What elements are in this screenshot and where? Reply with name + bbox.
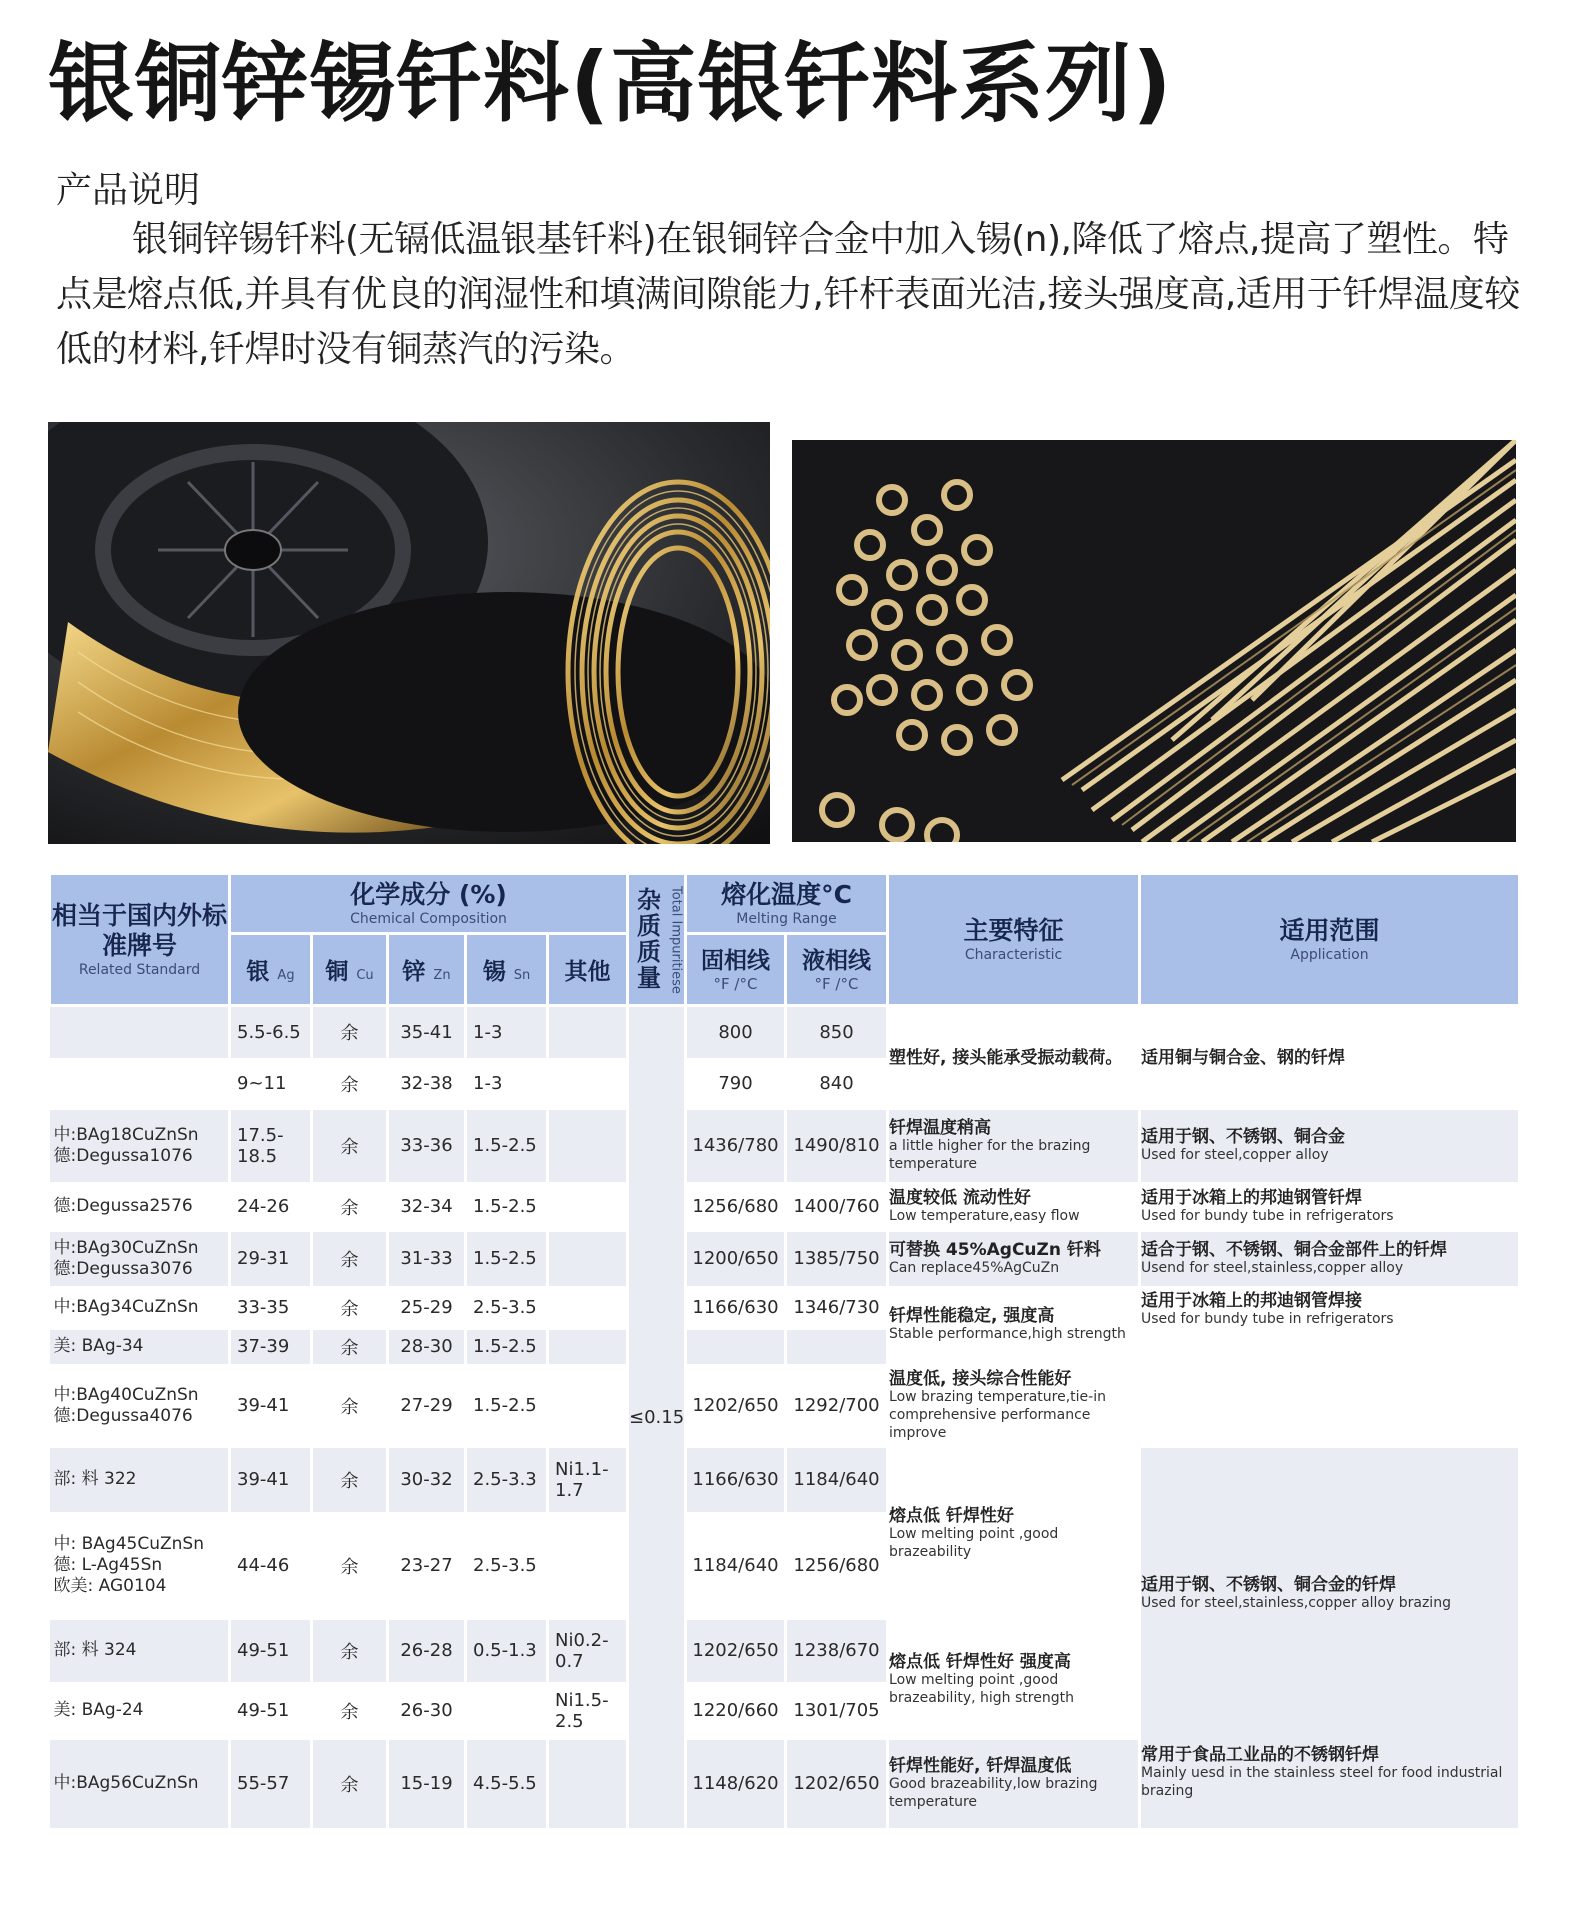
- header-melting: 熔化温度°C Melting Range: [686, 874, 888, 934]
- row-other: [548, 1740, 628, 1828]
- row-solidus: 1166/630: [686, 1448, 786, 1512]
- row-liquidus: 840: [786, 1058, 888, 1110]
- row-solidus: 1220/660: [686, 1682, 786, 1740]
- row-zn: 32-34: [388, 1182, 466, 1232]
- row-solidus: 800: [686, 1006, 786, 1058]
- header-other: 其他: [548, 934, 628, 1006]
- page-title: 银铜锌锡钎料(高银钎料系列): [48, 34, 1173, 134]
- row-standard: 中:BAg40CuZnSn 德:Degussa4076: [50, 1364, 230, 1448]
- row-ag: 49-51: [230, 1682, 312, 1740]
- row-other: Ni1.1-1.7: [548, 1448, 628, 1512]
- row-other: [548, 1364, 628, 1448]
- row-cu: 余: [312, 1740, 388, 1828]
- row-standard: 中:BAg18CuZnSn 德:Degussa1076: [50, 1110, 230, 1182]
- row-standard: [50, 1006, 230, 1058]
- application-cell: 适用于冰箱上的邦迪钢管焊接 Used for bundy tube in refrigerators: [1140, 1286, 1520, 1364]
- row-sn: 2.5-3.5: [466, 1512, 548, 1620]
- section-heading: 产品说明: [56, 170, 201, 211]
- table-row: [50, 1110, 1520, 1182]
- row-other: [548, 1330, 628, 1364]
- row-solidus: 1148/620: [686, 1740, 786, 1828]
- row-liquidus: 850: [786, 1006, 888, 1058]
- feature-cell: 熔点低 钎焊性好 强度高 Low melting point ,good brazeability, high strength: [888, 1620, 1140, 1740]
- row-zn: 26-28: [388, 1620, 466, 1682]
- row-liquidus: [786, 1330, 888, 1364]
- row-solidus: 790: [686, 1058, 786, 1110]
- specification-table: [48, 872, 1521, 1828]
- product-description: 银铜锌锡钎料(无镉低温银基钎料)在银铜锌合金中加入锡(n),降低了熔点,提高了塑性。特点是熔点低,并具有优良的润湿性和填满间隙能力,钎杆表面光洁,接头强度高,适用于钎焊温度较低的材料,钎焊时没有铜蒸汽的污染。: [56, 219, 1520, 370]
- table-row: [50, 1448, 1520, 1512]
- row-liquidus: 1346/730: [786, 1286, 888, 1330]
- application-cell: 常用于食品工业品的不锈钢钎焊 Mainly uesd in the stainless steel for food industrial brazing: [1140, 1740, 1520, 1828]
- table-row: [50, 1740, 1520, 1828]
- row-zn: 30-32: [388, 1448, 466, 1512]
- application-cell: 适用于钢、不锈钢、铜合金的钎焊 Used for steel,stainless,copper alloy brazing: [1140, 1448, 1520, 1740]
- row-zn: 33-36: [388, 1110, 466, 1182]
- header-cu: 铜 Cu: [312, 934, 388, 1006]
- row-sn: 1.5-2.5: [466, 1330, 548, 1364]
- row-sn: 1-3: [466, 1006, 548, 1058]
- row-zn: 25-29: [388, 1286, 466, 1330]
- row-solidus: 1202/650: [686, 1620, 786, 1682]
- header-application: 适用范围 Application: [1140, 874, 1520, 1006]
- feature-cell: 温度低, 接头综合性能好 Low brazing temperature,tie-in comprehensive performance improve: [888, 1364, 1140, 1448]
- row-sn: 1.5-2.5: [466, 1110, 548, 1182]
- row-sn: 0.5-1.3: [466, 1620, 548, 1682]
- row-standard: 中:BAg56CuZnSn: [50, 1740, 230, 1828]
- row-solidus: 1200/650: [686, 1232, 786, 1286]
- table-row: [50, 1364, 1520, 1448]
- feature-cell: 钎焊性能好, 钎焊温度低 Good brazeability,low brazing temperature: [888, 1740, 1140, 1828]
- row-other: [548, 1232, 628, 1286]
- row-cu: 余: [312, 1110, 388, 1182]
- row-zn: 26-30: [388, 1682, 466, 1740]
- row-ag: 17.5-18.5: [230, 1110, 312, 1182]
- row-other: [548, 1182, 628, 1232]
- row-zn: 35-41: [388, 1006, 466, 1058]
- feature-cell: 塑性好, 接头能承受振动载荷。: [888, 1006, 1140, 1110]
- feature-cell: 温度较低 流动性好 Low temperature,easy flow: [888, 1182, 1140, 1232]
- row-sn: 2.5-3.5: [466, 1286, 548, 1330]
- header-liquidus: 液相线 °F /°C: [786, 934, 888, 1006]
- wire-spool-photo: [48, 422, 770, 844]
- row-liquidus: 1490/810: [786, 1110, 888, 1182]
- header-impurity: 杂质质量 Total Impuritiese: [628, 874, 686, 1006]
- row-cu: 余: [312, 1058, 388, 1110]
- row-sn: 1-3: [466, 1058, 548, 1110]
- table-row: [50, 1182, 1520, 1232]
- feature-cell: 熔点低 钎焊性好 Low melting point ,good brazeability: [888, 1448, 1140, 1620]
- row-sn: 4.5-5.5: [466, 1740, 548, 1828]
- row-ag: 33-35: [230, 1286, 312, 1330]
- impurity-value: ≤0.15: [628, 1006, 686, 1828]
- row-sn: 2.5-3.3: [466, 1448, 548, 1512]
- row-other: Ni1.5-2.5: [548, 1682, 628, 1740]
- table-row: [50, 1006, 1520, 1058]
- row-cu: 余: [312, 1682, 388, 1740]
- row-other: Ni0.2-0.7: [548, 1620, 628, 1682]
- row-other: [548, 1110, 628, 1182]
- row-liquidus: 1292/700: [786, 1364, 888, 1448]
- row-solidus: 1184/640: [686, 1512, 786, 1620]
- row-liquidus: 1256/680: [786, 1512, 888, 1620]
- row-standard: 中:BAg34CuZnSn: [50, 1286, 230, 1330]
- application-cell: 适合于钢、不锈钢、铜合金部件上的钎焊 Usend for steel,stainless,copper alloy: [1140, 1232, 1520, 1286]
- row-ag: 44-46: [230, 1512, 312, 1620]
- row-liquidus: 1301/705: [786, 1682, 888, 1740]
- header-solidus: 固相线 °F /°C: [686, 934, 786, 1006]
- application-cell: 适用铜与铜合金、钢的钎焊: [1140, 1006, 1520, 1110]
- header-ag: 银 Ag: [230, 934, 312, 1006]
- row-solidus: 1256/680: [686, 1182, 786, 1232]
- row-zn: 27-29: [388, 1364, 466, 1448]
- row-cu: 余: [312, 1286, 388, 1330]
- row-liquidus: 1238/670: [786, 1620, 888, 1682]
- row-solidus: [686, 1330, 786, 1364]
- row-cu: 余: [312, 1448, 388, 1512]
- feature-cell: 可替换 45%AgCuZn 钎料 Can replace45%AgCuZn: [888, 1232, 1140, 1286]
- row-cu: 余: [312, 1182, 388, 1232]
- row-other: [548, 1512, 628, 1620]
- row-liquidus: 1202/650: [786, 1740, 888, 1828]
- row-cu: 余: [312, 1232, 388, 1286]
- feature-cell: 钎焊性能稳定, 强度高 Stable performance,high strength: [888, 1286, 1140, 1364]
- row-standard: 美: BAg-34: [50, 1330, 230, 1364]
- row-zn: 23-27: [388, 1512, 466, 1620]
- header-composition: 化学成分 (%) Chemical Composition: [230, 874, 628, 934]
- row-standard: 部: 料 322: [50, 1448, 230, 1512]
- row-standard: 德:Degussa2576: [50, 1182, 230, 1232]
- row-cu: 余: [312, 1364, 388, 1448]
- row-zn: 28-30: [388, 1330, 466, 1364]
- application-cell: [1140, 1364, 1520, 1448]
- row-standard: 中: BAg45CuZnSn 德: L-Ag45Sn 欧美: AG0104: [50, 1512, 230, 1620]
- row-standard: [50, 1058, 230, 1110]
- header-standard: 相当于国内外标准牌号 Related Standard: [50, 874, 230, 1006]
- row-zn: 15-19: [388, 1740, 466, 1828]
- row-ag: 39-41: [230, 1364, 312, 1448]
- row-ag: 37-39: [230, 1330, 312, 1364]
- row-standard: 部: 料 324: [50, 1620, 230, 1682]
- header-sn: 锡 Sn: [466, 934, 548, 1006]
- row-cu: 余: [312, 1512, 388, 1620]
- row-standard: 中:BAg30CuZnSn 德:Degussa3076: [50, 1232, 230, 1286]
- row-ag: 29-31: [230, 1232, 312, 1286]
- application-cell: 适用于钢、不锈钢、铜合金 Used for steel,copper alloy: [1140, 1110, 1520, 1182]
- row-standard: 美: BAg-24: [50, 1682, 230, 1740]
- application-cell: 适用于冰箱上的邦迪钢管钎焊 Used for bundy tube in refrigerators: [1140, 1182, 1520, 1232]
- row-solidus: 1166/630: [686, 1286, 786, 1330]
- table-row: [50, 1232, 1520, 1286]
- row-sn: 1.5-2.5: [466, 1364, 548, 1448]
- row-sn: [466, 1682, 548, 1740]
- feature-cell: 钎焊温度稍高 a little higher for the brazing temperature: [888, 1110, 1140, 1182]
- row-liquidus: 1400/760: [786, 1182, 888, 1232]
- row-other: [548, 1058, 628, 1110]
- row-ag: 39-41: [230, 1448, 312, 1512]
- header-feature: 主要特征 Characteristic: [888, 874, 1140, 1006]
- row-zn: 31-33: [388, 1232, 466, 1286]
- row-ag: 49-51: [230, 1620, 312, 1682]
- row-zn: 32-38: [388, 1058, 466, 1110]
- row-sn: 1.5-2.5: [466, 1232, 548, 1286]
- row-solidus: 1202/650: [686, 1364, 786, 1448]
- row-other: [548, 1286, 628, 1330]
- row-solidus: 1436/780: [686, 1110, 786, 1182]
- row-ag: 24-26: [230, 1182, 312, 1232]
- row-ag: 9~11: [230, 1058, 312, 1110]
- row-cu: 余: [312, 1330, 388, 1364]
- row-other: [548, 1006, 628, 1058]
- rings-and-rods-photo: [792, 440, 1516, 842]
- row-sn: 1.5-2.5: [466, 1182, 548, 1232]
- row-liquidus: 1385/750: [786, 1232, 888, 1286]
- row-ag: 55-57: [230, 1740, 312, 1828]
- table-row: [50, 1286, 1520, 1330]
- row-cu: 余: [312, 1006, 388, 1058]
- header-zn: 锌 Zn: [388, 934, 466, 1006]
- row-liquidus: 1184/640: [786, 1448, 888, 1512]
- row-ag: 5.5-6.5: [230, 1006, 312, 1058]
- row-cu: 余: [312, 1620, 388, 1682]
